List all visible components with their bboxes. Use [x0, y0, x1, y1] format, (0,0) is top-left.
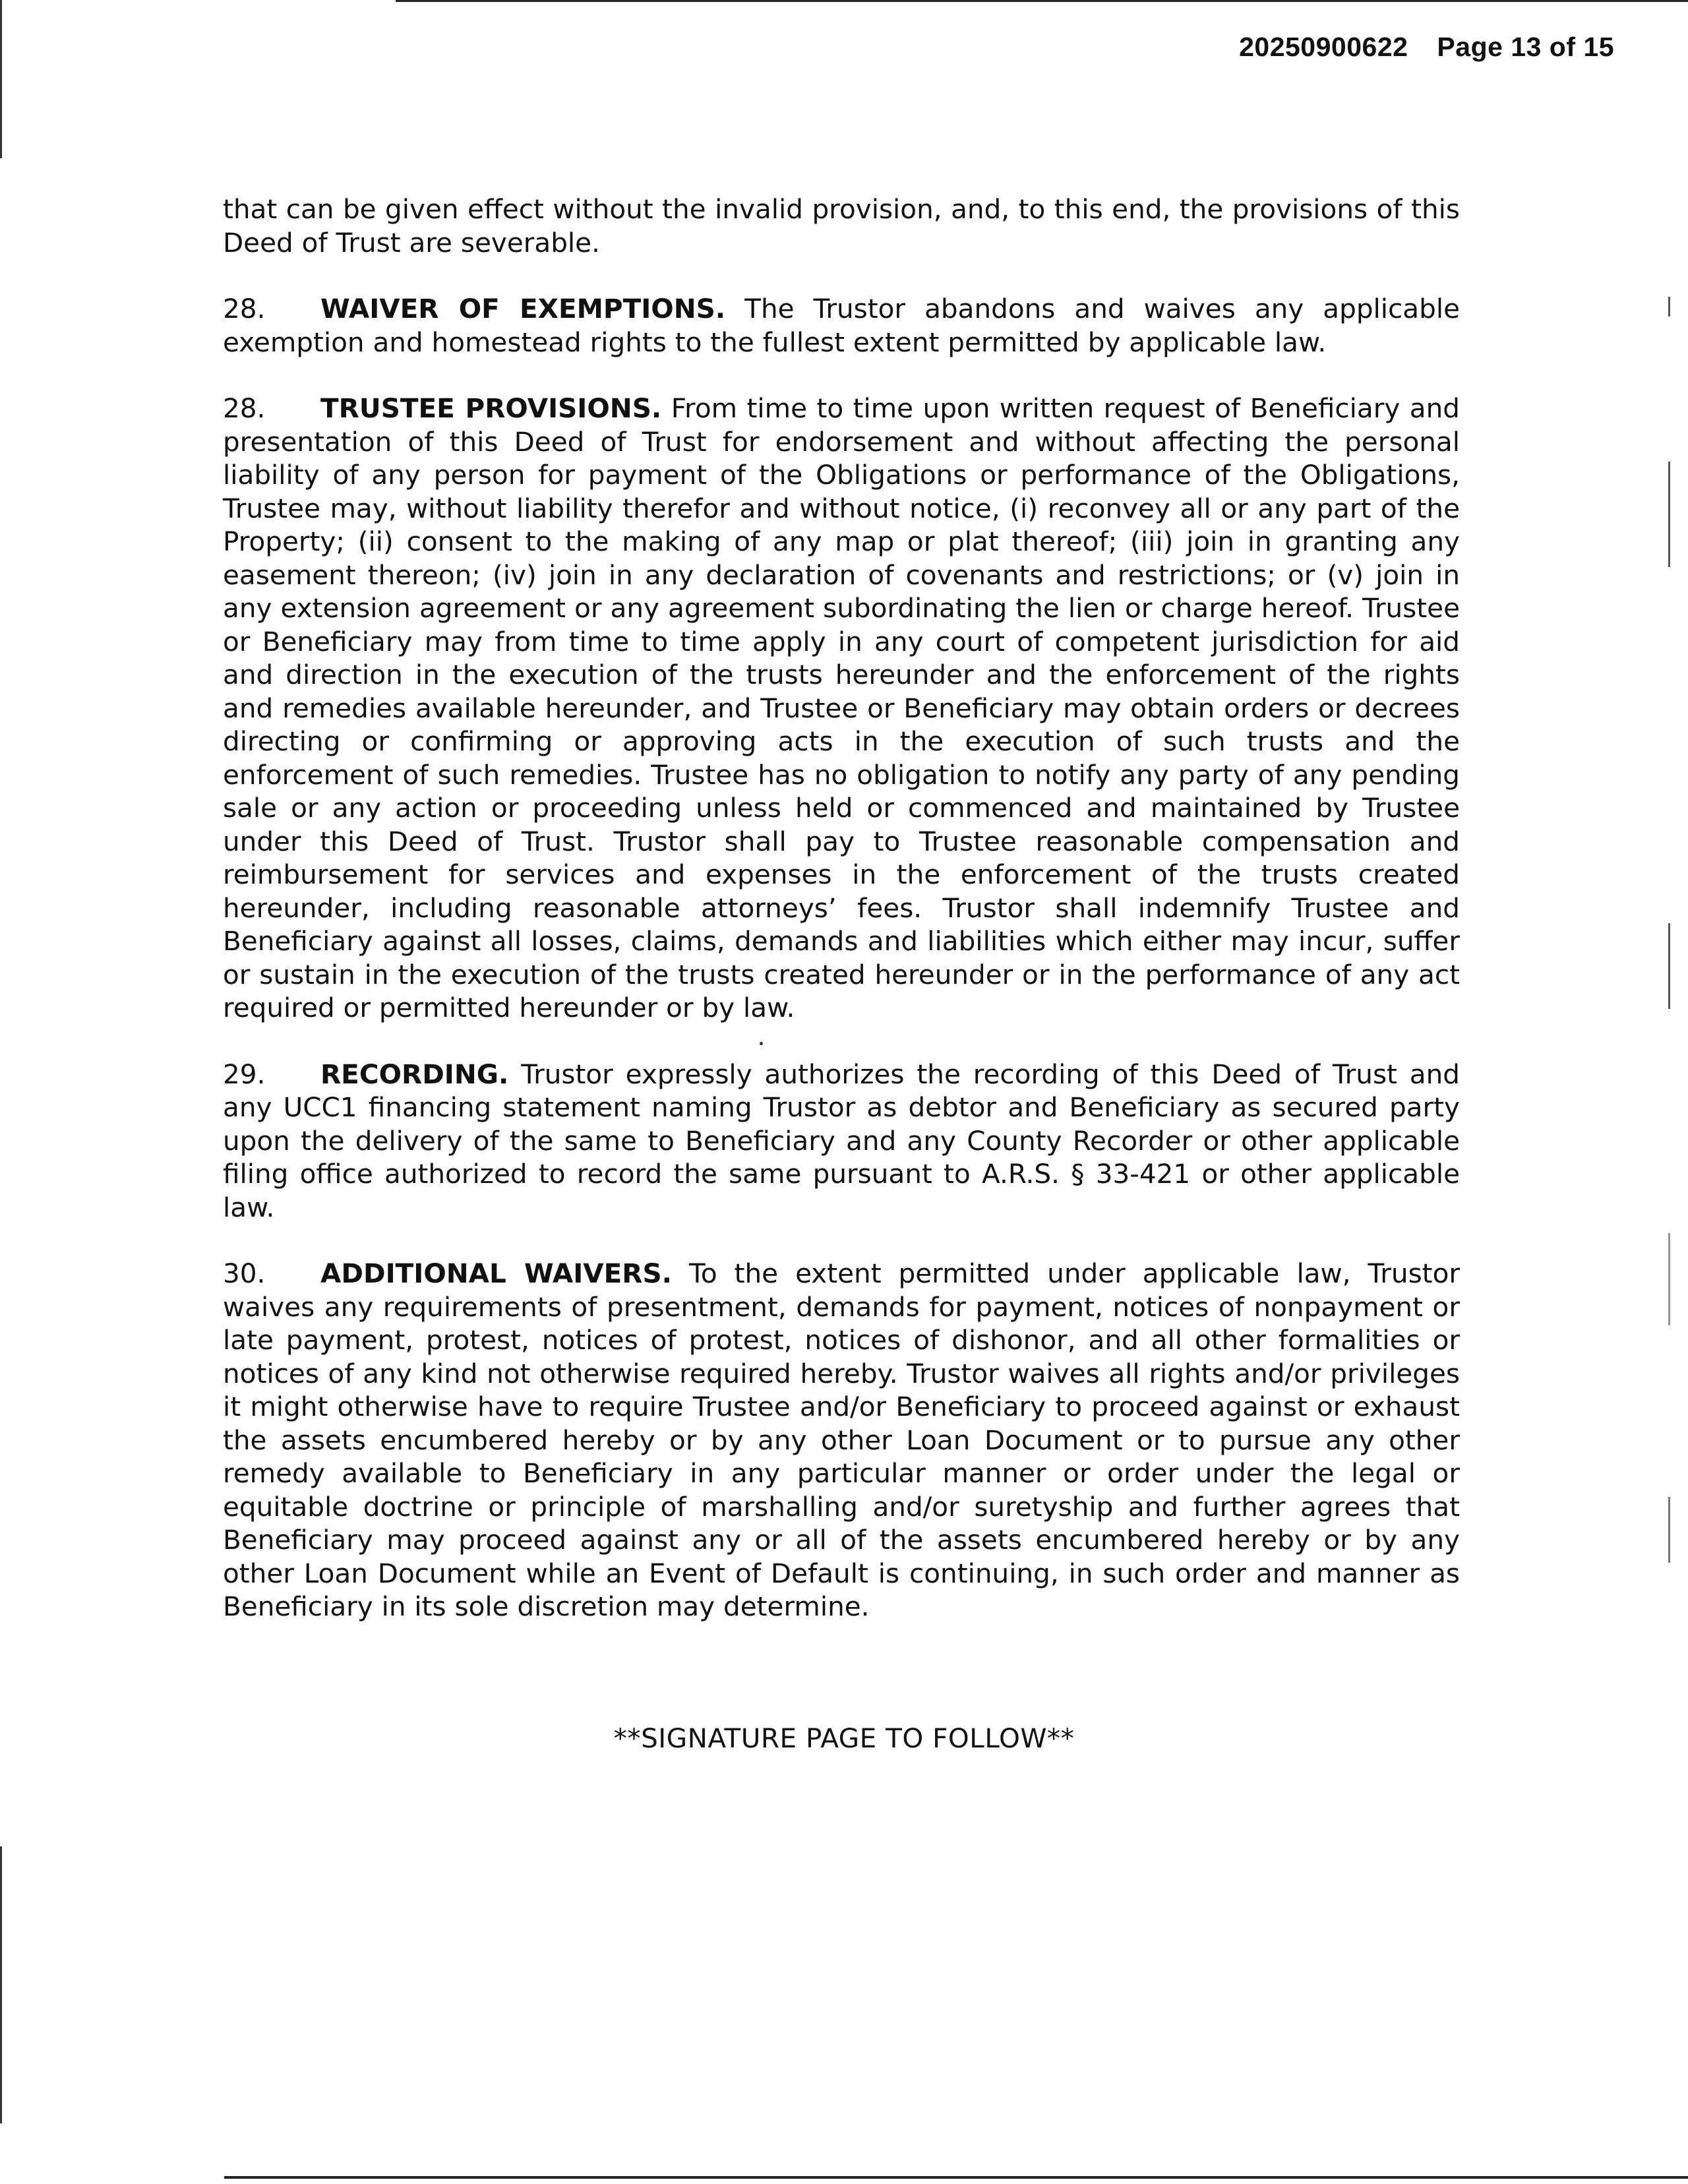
section-title: TRUSTEE PROVISIONS. — [320, 392, 662, 424]
section-number: 29. — [223, 1058, 266, 1090]
section-text: The Trustor abandons and waives any applicable exemption and homestead rights to the fullest extent permitted by applicable law. — [223, 293, 1460, 358]
scan-mark-right — [1668, 462, 1670, 567]
section-number: 28. — [223, 392, 266, 424]
scan-edge-left-lower — [0, 1846, 2, 2123]
scan-edge-left — [0, 0, 2, 158]
section-title: ADDITIONAL WAIVERS. — [320, 1258, 673, 1289]
section-additional-waivers — [223, 1257, 1460, 1623]
section-number: 28. — [223, 293, 266, 324]
scan-mark-right — [1668, 297, 1670, 317]
scan-mark-right — [1668, 1497, 1670, 1563]
scan-edge-top — [396, 0, 1688, 2]
section-recording — [223, 1058, 1460, 1225]
scan-mark-right — [1668, 1233, 1670, 1325]
continuation-paragraph: that can be given effect without the invalid provision, and, to this end, the provisions of this Deed of Trust are severable. — [223, 193, 1460, 258]
section-text: To the extent permitted under applicable law, Trustor waives any requirements of presentment, demands for payment, notices of nonpayment or late payment, protest, notices of protest, notices of dishonor, and all other formalities or notices of any kind not otherwise required hereby. Trustor waives all rights and/or privileges it might otherwise have to require Trustee and/or Beneficiary to proceed against or exhaust the assets encumbered hereby or by any other Loan Document or to pursue any other remedy available to Beneficiary in any particular manner or order under the legal or equitable doctrine or principle of marshalling and/or suretyship and further agrees that Beneficiary may proceed against any or all of the assets encumbered hereby or by any other Loan Document while an Event of Default is continuing, in such order and manner as Beneficiary in its sole discretion may determine. — [223, 1258, 1460, 1622]
page-header — [1239, 32, 1614, 63]
section-title: WAIVER OF EXEMPTIONS. — [320, 293, 726, 324]
scan-edge-bottom — [224, 2176, 1688, 2179]
section-title: RECORDING. — [320, 1058, 509, 1090]
section-number: 30. — [223, 1258, 266, 1289]
signature-page-note: **SIGNATURE PAGE TO FOLLOW** — [613, 1722, 1075, 1754]
document-body — [223, 193, 1460, 1656]
section-trustee-provisions — [223, 392, 1460, 1025]
document-number: 20250900622 — [1239, 32, 1408, 62]
section-text: From time to time upon written request of Beneficiary and presentation of this Deed of Trust for endorsement and without affecting the personal liability of any person for payment of the Obligations or performance of the Obligations, Trustee may, without liability therefor and without notice, (i) reconvey all or any part of the Property; (ii) consent to the making of any map or plat thereof; (iii) join in granting any easement thereon; (iv) join in any declaration of covenants and restrictions; or (v) join in any extension agreement or any agreement subordinating the lien or charge hereof. Trustee or Beneficiary may from time to time apply in any court of competent jurisdiction for aid and direction in the execution of the trusts hereunder and the enforcement of the rights and remedies available hereunder, and Trustee or Beneficiary may obtain orders or decrees directing or confirming or approving acts in the execution of such trusts and the enforcement of such remedies. Trustee has no obligation to notify any party of any pending sale or any action or proceeding unless held or commenced and maintained by Trustee under this Deed of Trust. Trustor shall pay to Trustee reasonable compensation and reimbursement for services and expenses in the enforcement of the trusts created hereunder, including reasonable attorneys’ fees. Trustor shall indemnify Trustee and Beneficiary against all losses, claims, demands and liabilities which either may incur, suffer or sustain in the execution of the trusts created hereunder or in the performance of any act required or permitted hereunder or by law. — [223, 392, 1460, 1023]
section-waiver-of-exemptions — [223, 292, 1460, 359]
page-number: Page 13 of 15 — [1437, 32, 1614, 62]
section-text: Trustor expressly authorizes the recording of this Deed of Trust and any UCC1 financing statement naming Trustor as debtor and Beneficiary as secured party upon the delivery of the same to Beneficiary and any County Recorder or other applicable filing office authorized to record the same pursuant to A.R.S. § 33-421 or other applicable law. — [223, 1058, 1460, 1223]
scan-mark-right — [1668, 923, 1670, 1009]
